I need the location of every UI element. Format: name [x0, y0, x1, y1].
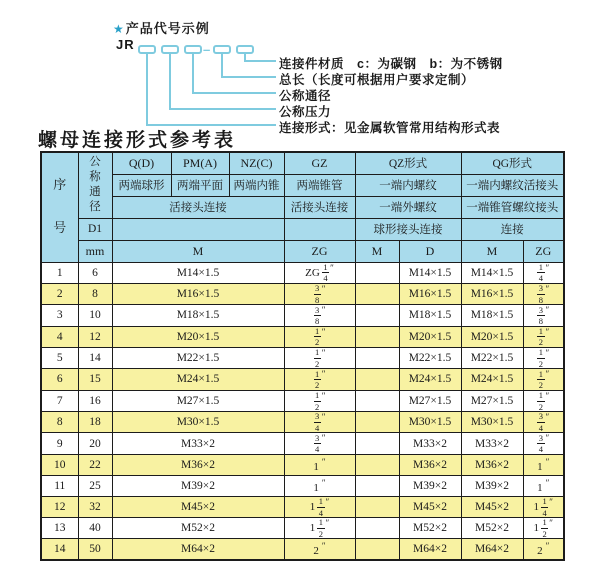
cell-gz: $\frac{1}{2}$ ″: [284, 347, 355, 368]
legend-connection-form: 连接形式：见金属软管常用结构形式表: [279, 121, 501, 135]
cell-m: M45×2: [112, 496, 284, 517]
cell-dn: 15: [78, 369, 112, 390]
cell-qg-zg: $\frac{3}{8}$ ″: [523, 305, 564, 326]
cell-m: M18×1.5: [112, 305, 284, 326]
cell-qg-zg: 1 ″: [523, 454, 564, 475]
header-row-units: [41, 240, 564, 262]
cell-gz: $\frac{3}{8}$ ″: [284, 305, 355, 326]
cell-qg-zg: 1 $\frac{1}{2}$ ″: [523, 518, 564, 539]
col-header-nzc: NZ(C): [229, 152, 284, 174]
cell-serial: 14: [41, 539, 78, 560]
cell-dn: 16: [78, 390, 112, 411]
cell-qg-m: M36×2: [461, 454, 523, 475]
cell-qz-d: M16×1.5: [399, 283, 461, 304]
cell-qz-d: M24×1.5: [399, 369, 461, 390]
product-code-heading: [113, 18, 210, 37]
unit-zg-qg: ZG: [523, 240, 564, 262]
col-header-qz: QZ形式: [355, 152, 461, 174]
cell-qg-zg: 1 ″: [523, 475, 564, 496]
end-type-nzc: 两端内锥: [229, 174, 284, 196]
cell-m: M27×1.5: [112, 390, 284, 411]
unit-m-qz: M: [355, 240, 399, 262]
cell-serial: 2: [41, 283, 78, 304]
table-body: [41, 262, 564, 560]
cell-qg-zg: $\frac{3}{8}$ ″: [523, 283, 564, 304]
end-type-qz: 一端内螺纹: [355, 174, 461, 196]
code-box-icon: [184, 45, 202, 54]
table-row: [41, 539, 564, 560]
product-code-heading-text: 产品代号示例: [125, 21, 210, 36]
cell-qz-m: [355, 454, 399, 475]
cell-qg-m: M64×2: [461, 539, 523, 560]
end-type-gz: 两端锥管: [284, 174, 355, 196]
connector-line: [169, 54, 171, 109]
nut-connection-table: [40, 151, 565, 561]
end-type-qd: 两端球形: [112, 174, 171, 196]
unit-m-qg: M: [461, 240, 523, 262]
table-row: [41, 518, 564, 539]
table-row: [41, 369, 564, 390]
connector-line: [169, 108, 276, 110]
cell-qg-zg: $\frac{1}{2}$ ″: [523, 326, 564, 347]
cell-qz-m: [355, 390, 399, 411]
cell-m: M30×1.5: [112, 412, 284, 433]
cell-gz: $\frac{3}{8}$ ″: [284, 283, 355, 304]
cell-qg-m: M30×1.5: [461, 412, 523, 433]
legend-nominal-dn: 公称通径: [279, 89, 332, 103]
cell-qz-d: M30×1.5: [399, 412, 461, 433]
code-prefix: JR: [116, 37, 135, 52]
cell-qz-d: M52×2: [399, 518, 461, 539]
col-header-pma: PM(A): [171, 152, 229, 174]
table-row: [41, 262, 564, 283]
cell-qg-m: M39×2: [461, 475, 523, 496]
cell-dn: 25: [78, 475, 112, 496]
cell-serial: 5: [41, 347, 78, 368]
col-header-serial: 序号: [41, 152, 78, 262]
header-row-groups: [41, 152, 564, 174]
cell-serial: 7: [41, 390, 78, 411]
cell-serial: 4: [41, 326, 78, 347]
cell-gz: $\frac{1}{2}$ ″: [284, 390, 355, 411]
cell-gz: $\frac{3}{4}$ ″: [284, 433, 355, 454]
code-box-icon: [161, 45, 179, 54]
table-row: [41, 326, 564, 347]
cell-qg-m: M33×2: [461, 433, 523, 454]
cell-dn: 14: [78, 347, 112, 368]
cell-gz: 1 $\frac{1}{2}$ ″: [284, 518, 355, 539]
cell-qg-m: M24×1.5: [461, 369, 523, 390]
header-row-connection: [41, 196, 564, 218]
cell-dn: 6: [78, 262, 112, 283]
d1-label: D1: [78, 218, 112, 240]
code-box-icon: [213, 45, 231, 54]
cell-gz: 1 ″: [284, 475, 355, 496]
cell-qg-m: M14×1.5: [461, 262, 523, 283]
cell-gz: $\frac{1}{2}$ ″: [284, 369, 355, 390]
cell-serial: 3: [41, 305, 78, 326]
connector-line: [221, 76, 276, 78]
table-row: [41, 433, 564, 454]
table-row: [41, 475, 564, 496]
table-row: [41, 454, 564, 475]
legend-total-length: 总长（长度可根据用户要求定制）: [279, 73, 475, 87]
unit-zg-gz: ZG: [284, 240, 355, 262]
cell-qz-m: [355, 518, 399, 539]
cell-qg-zg: 2 ″: [523, 539, 564, 560]
cell-qg-zg: $\frac{1}{2}$ ″: [523, 347, 564, 368]
table-row: [41, 283, 564, 304]
cell-qz-m: [355, 347, 399, 368]
cell-qz-d: M14×1.5: [399, 262, 461, 283]
connector-line: [244, 60, 276, 62]
unit-mm: mm: [78, 240, 112, 262]
conn-qg: 一端锥管螺纹接头: [461, 196, 564, 218]
col-header-gz: GZ: [284, 152, 355, 174]
qz-ball-joint: 球形接头连接: [355, 218, 461, 240]
cell-qg-zg: $\frac{1}{2}$ ″: [523, 369, 564, 390]
cell-qz-m: [355, 283, 399, 304]
unit-m-main: M: [112, 240, 284, 262]
cell-qz-d: M33×2: [399, 433, 461, 454]
cell-dn: 50: [78, 539, 112, 560]
cell-qg-zg: $\frac{1}{4}$ ″: [523, 262, 564, 283]
table-row: [41, 390, 564, 411]
cell-m: M52×2: [112, 518, 284, 539]
cell-qg-zg: $\frac{1}{2}$ ″: [523, 390, 564, 411]
cell-qz-d: M18×1.5: [399, 305, 461, 326]
cell-gz: 2 ″: [284, 539, 355, 560]
cell-m: M36×2: [112, 454, 284, 475]
cell-gz: ZG $\frac{1}{4}$ ″: [284, 262, 355, 283]
cell-m: M33×2: [112, 433, 284, 454]
cell-qg-m: M22×1.5: [461, 347, 523, 368]
cell-qg-m: M20×1.5: [461, 326, 523, 347]
table-header: [41, 152, 564, 262]
conn-qz: 一端外螺纹: [355, 196, 461, 218]
cell-qg-zg: 1 $\frac{1}{4}$ ″: [523, 496, 564, 517]
empty-cell: [112, 218, 284, 240]
cell-qz-d: M22×1.5: [399, 347, 461, 368]
cell-dn: 18: [78, 412, 112, 433]
cell-qz-m: [355, 539, 399, 560]
code-box-icon: [236, 45, 254, 54]
table-row: [41, 412, 564, 433]
cell-qz-m: [355, 369, 399, 390]
cell-gz: 1 $\frac{1}{4}$ ″: [284, 496, 355, 517]
cell-qz-m: [355, 433, 399, 454]
code-box-icon: [138, 45, 156, 54]
cell-qz-d: M39×2: [399, 475, 461, 496]
cell-serial: 13: [41, 518, 78, 539]
col-header-dn: 公称通径: [78, 152, 112, 218]
cell-m: M39×2: [112, 475, 284, 496]
cell-qg-m: M16×1.5: [461, 283, 523, 304]
cell-qz-m: [355, 305, 399, 326]
cell-qg-zg: $\frac{3}{4}$ ″: [523, 433, 564, 454]
cell-serial: 11: [41, 475, 78, 496]
cell-qz-d: M36×2: [399, 454, 461, 475]
conn-union-b: 活接头连接: [284, 196, 355, 218]
cell-dn: 20: [78, 433, 112, 454]
header-row-d1: [41, 218, 564, 240]
cell-m: M24×1.5: [112, 369, 284, 390]
cell-dn: 10: [78, 305, 112, 326]
cell-qz-d: M64×2: [399, 539, 461, 560]
connector-line: [192, 54, 194, 93]
cell-qg-m: M18×1.5: [461, 305, 523, 326]
cell-qg-m: M52×2: [461, 518, 523, 539]
cell-m: M20×1.5: [112, 326, 284, 347]
cell-dn: 8: [78, 283, 112, 304]
cell-serial: 9: [41, 433, 78, 454]
cell-dn: 22: [78, 454, 112, 475]
end-type-pma: 两端平面: [171, 174, 229, 196]
table-title: 螺母连接形式参考表: [38, 130, 237, 151]
table-row: [41, 305, 564, 326]
cell-dn: 40: [78, 518, 112, 539]
cell-qz-m: [355, 326, 399, 347]
cell-m: M22×1.5: [112, 347, 284, 368]
cell-serial: 8: [41, 412, 78, 433]
cell-qg-zg: $\frac{3}{4}$ ″: [523, 412, 564, 433]
cell-qg-m: M45×2: [461, 496, 523, 517]
table-row: [41, 347, 564, 368]
connector-line: [221, 54, 223, 77]
cell-qz-d: M27×1.5: [399, 390, 461, 411]
cell-gz: $\frac{3}{4}$ ″: [284, 412, 355, 433]
cell-qz-m: [355, 496, 399, 517]
cell-m: M16×1.5: [112, 283, 284, 304]
cell-dn: 32: [78, 496, 112, 517]
cell-gz: 1 ″: [284, 454, 355, 475]
cell-dn: 12: [78, 326, 112, 347]
qg-connect: 连接: [461, 218, 564, 240]
cell-qz-d: M45×2: [399, 496, 461, 517]
star-icon: ★: [113, 22, 125, 36]
cell-qg-m: M27×1.5: [461, 390, 523, 411]
connector-line: [146, 54, 148, 125]
cell-gz: $\frac{1}{2}$ ″: [284, 326, 355, 347]
cell-serial: 6: [41, 369, 78, 390]
cell-m: M64×2: [112, 539, 284, 560]
cell-serial: 1: [41, 262, 78, 283]
cell-qz-m: [355, 412, 399, 433]
header-row-end-types: [41, 174, 564, 196]
cell-serial: 10: [41, 454, 78, 475]
code-dash: –: [203, 42, 211, 57]
legend-nominal-pressure: 公称压力: [279, 105, 332, 119]
end-type-qg: 一端内螺纹活接头: [461, 174, 564, 196]
unit-d-qz: D: [399, 240, 461, 262]
legend-material: 连接件材质 c：为碳钢 b：为不锈钢: [279, 57, 503, 71]
col-header-qd: Q(D): [112, 152, 171, 174]
table-row: [41, 496, 564, 517]
connector-line: [192, 92, 276, 94]
cell-m: M14×1.5: [112, 262, 284, 283]
cell-qz-m: [355, 262, 399, 283]
cell-qz-d: M20×1.5: [399, 326, 461, 347]
cell-qz-m: [355, 475, 399, 496]
conn-union-a: 活接头连接: [112, 196, 284, 218]
col-header-qg: QG形式: [461, 152, 564, 174]
empty-cell: [284, 218, 355, 240]
cell-serial: 12: [41, 496, 78, 517]
